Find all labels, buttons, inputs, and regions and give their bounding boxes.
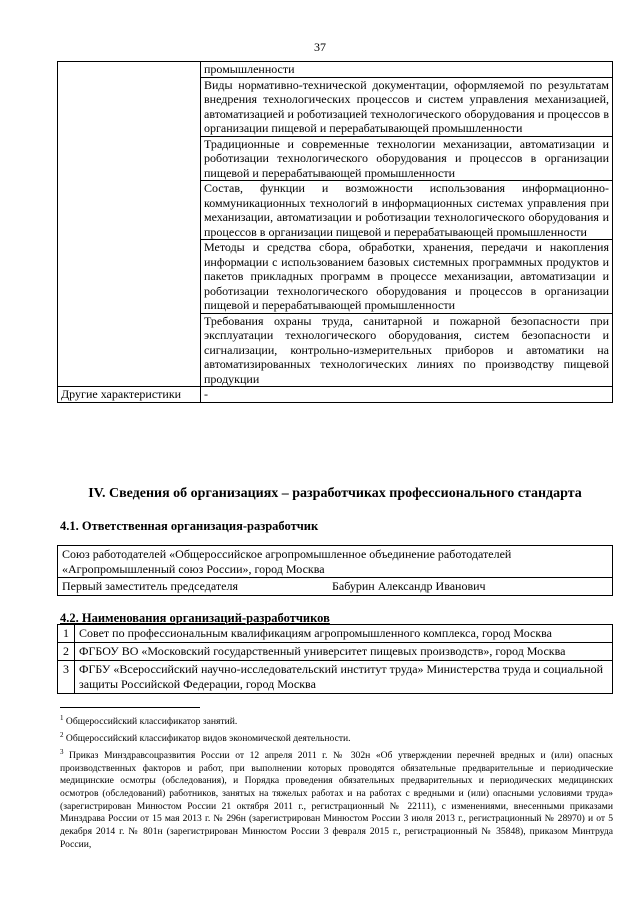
table-row: [58, 62, 613, 78]
label-cell-empty: [58, 62, 201, 387]
table-row: [58, 661, 613, 694]
signatory-cell: [58, 578, 613, 596]
developers-table: [57, 624, 613, 694]
org-name: Союз работодателей «Общероссийское агропромышленное объединение работодателей «Агропромышленный союз России», город Москва: [58, 546, 613, 578]
table-row: [58, 625, 613, 643]
subsection-developers: 4.2. Наименования организаций-разработчиков: [60, 611, 330, 625]
subsection-responsible-org: 4.1. Ответственная организация-разработчик: [60, 519, 319, 533]
knowledge-item: Требования охраны труда, санитарной и пожарной безопасности при эксплуатации технологического оборудования, систем безопасности и сигнализации, контрольно-измерительных приборов и автоматики на автоматизированных технологических линиях по производству пищевой продукции: [201, 313, 613, 387]
knowledge-table: [57, 61, 613, 403]
footnote: $^3$ Приказ Минздравсоцразвития России от 12 апреля 2011 г. № 302н «Об утверждении перечней вредных и (или) опасных производственных факторов и работ, при выполнении которых проводятся обязательные предварительные и периодические медицинские осмотры (обследования), и Порядка проведения обязательных предварительных и периодических медицинских осмотров (обследований) работников, занятых на тяжелых работах и на работах с вредными и (или) опасными условиями труда» (зарегистрирован Минюстом России 21 октября 2011 г., регистрационный № 22111), с изменениями, внесенными приказами Минздрава России от 15 мая 2013 г. № 296н (зарегистрирован Минюстом России 3 июля 2013 г., регистрационный № 28970) и от 5 декабря 2014 г. № 801н (зарегистрирован Минюстом России 3 февраля 2015 г., регистрационный № 35848), приказом Минтруда России,: [60, 747, 613, 850]
section-title: IV. Сведения об организациях – разработчиках профессионального стандарта: [88, 486, 582, 501]
page-number: 37: [314, 40, 326, 54]
row-number: 1: [58, 625, 75, 643]
footnote-divider: [60, 707, 200, 708]
developer-name: ФГБОУ ВО «Московский государственный университет пищевых производств», город Москва: [75, 643, 613, 661]
row-number: 2: [58, 643, 75, 661]
responsible-org-table: [57, 545, 613, 596]
knowledge-item: Состав, функции и возможности использования информационно-коммуникационных технологий в информационных системах управления при механизации, автоматизации и роботизации технологического оборудования и процессов в организации пищевой и перерабатывающей промышленности: [201, 181, 613, 240]
footnote: $^2$ Общероссийский классификатор видов экономической деятельности.: [60, 730, 351, 745]
table-row: [58, 387, 613, 403]
table-row: [58, 643, 613, 661]
other-characteristics-value: -: [201, 387, 613, 403]
signatory-position: Первый заместитель председателя: [62, 579, 238, 593]
table-row: [58, 578, 613, 596]
footnote: $^1$ Общероссийский классификатор занятий.: [60, 714, 238, 728]
knowledge-item: Традиционные и современные технологии механизации, автоматизации и роботизации технологического оборудования и процессов в организации пищевой и перерабатывающей промышленности: [201, 136, 613, 181]
developer-name: Совет по профессиональным квалификациям агропромышленного комплекса, город Москва: [75, 625, 613, 643]
signatory-name: Бабурин Александр Иванович: [332, 579, 486, 593]
footnotes: [60, 712, 613, 852]
row-number: 3: [58, 661, 75, 694]
other-characteristics-label: Другие характеристики: [58, 387, 201, 403]
knowledge-item: Виды нормативно-технической документации, оформляемой по результатам внедрения технологических процессов и систем управления механизацией, автоматизацией и роботизацией технологического оборудования и процессов в организации пищевой и перерабатывающей промышленности: [201, 77, 613, 136]
table-row: [58, 546, 613, 578]
knowledge-item: Методы и средства сбора, обработки, хранения, передачи и накопления информации с использованием базовых системных программных продуктов и пакетов прикладных программ в процессе механизации, автоматизации и роботизации технологического оборудования и процессов в организации пищевой и перерабатывающей промышленности: [201, 240, 613, 314]
knowledge-item: промышленности: [201, 62, 613, 78]
developer-name: ФГБУ «Всероссийский научно-исследовательский институт труда» Министерства труда и социальной защиты Российской Федерации, город Москва: [75, 661, 613, 694]
